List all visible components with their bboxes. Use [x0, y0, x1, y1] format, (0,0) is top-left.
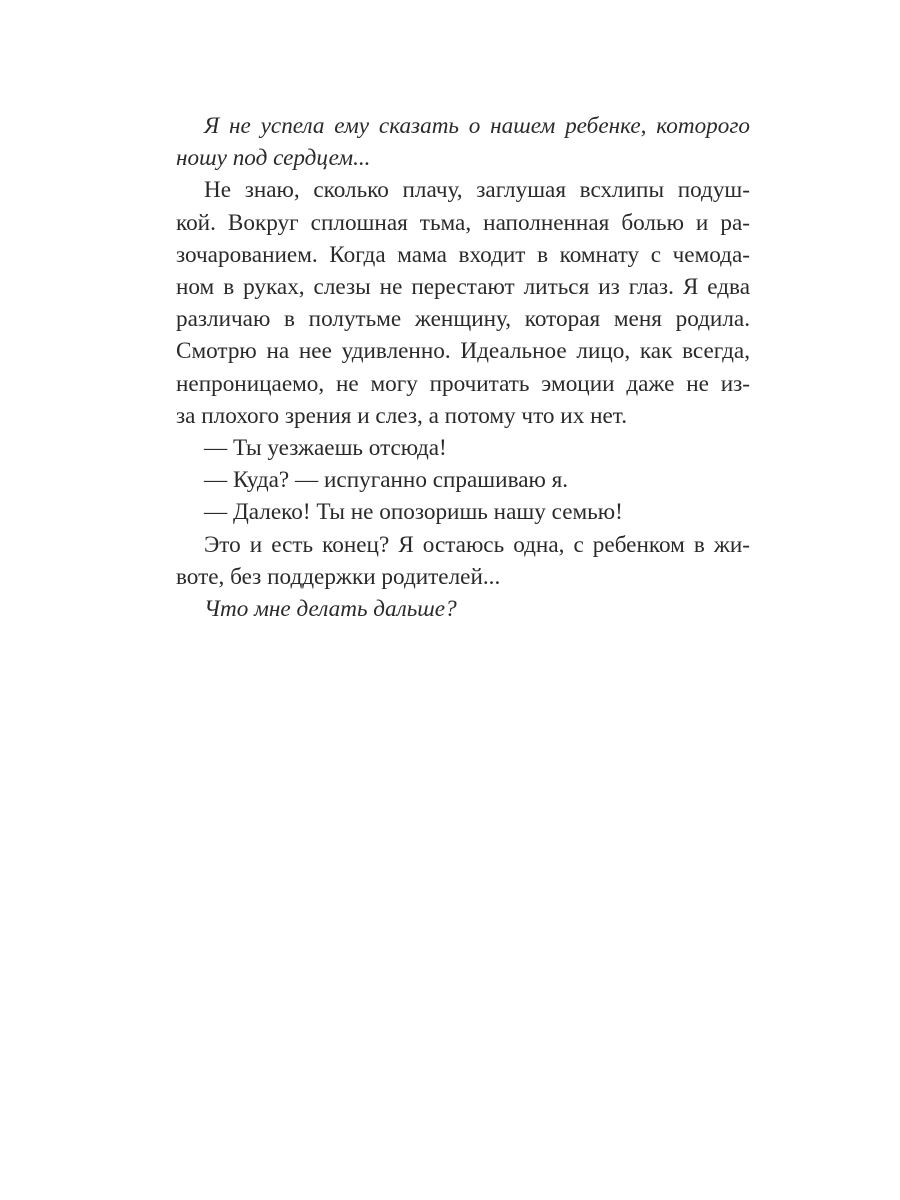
text-line: кой. Вокруг сплошная тьма, наполненная болью и ра- — [176, 209, 750, 236]
text-line: Я не успела ему сказать о нашем ребенке, которого — [204, 113, 750, 139]
text-line: Смотрю на нее удивленно. Идеальное лицо, как всегда, — [176, 338, 750, 365]
text-line: Не знаю, сколько плачу, заглушая всхлипы подуш- — [204, 177, 750, 204]
text-line: воте, без поддержки родителей... — [176, 563, 501, 590]
text-line: зочарованием. Когда мама входит в комнату с чемода- — [176, 241, 750, 268]
text-line: ном в руках, слезы не перестают литься из глаз. Я едва — [176, 274, 750, 301]
text-line: непроницаемо, не могу прочитать эмоции даже не из- — [176, 370, 750, 397]
text-line: за плохого зрения и слез, а потому что их нет. — [176, 402, 627, 429]
closing-line: Что мне делать дальше? — [204, 596, 457, 623]
text-line: Это и есть конец? Я остаюсь одна, с ребенком в жи- — [204, 531, 750, 558]
body-text — [176, 110, 750, 625]
text-line: различаю в полутьме женщину, которая меня родила. — [176, 306, 750, 333]
dialogue-line: — Далеко! Ты не опозоришь нашу семью! — [204, 499, 623, 526]
dialogue-line: — Ты уезжаешь отсюда! — [204, 435, 447, 462]
text-line: ношу под сердцем... — [176, 145, 371, 172]
dialogue-line: — Куда? — испуганно спрашиваю я. — [204, 467, 569, 494]
